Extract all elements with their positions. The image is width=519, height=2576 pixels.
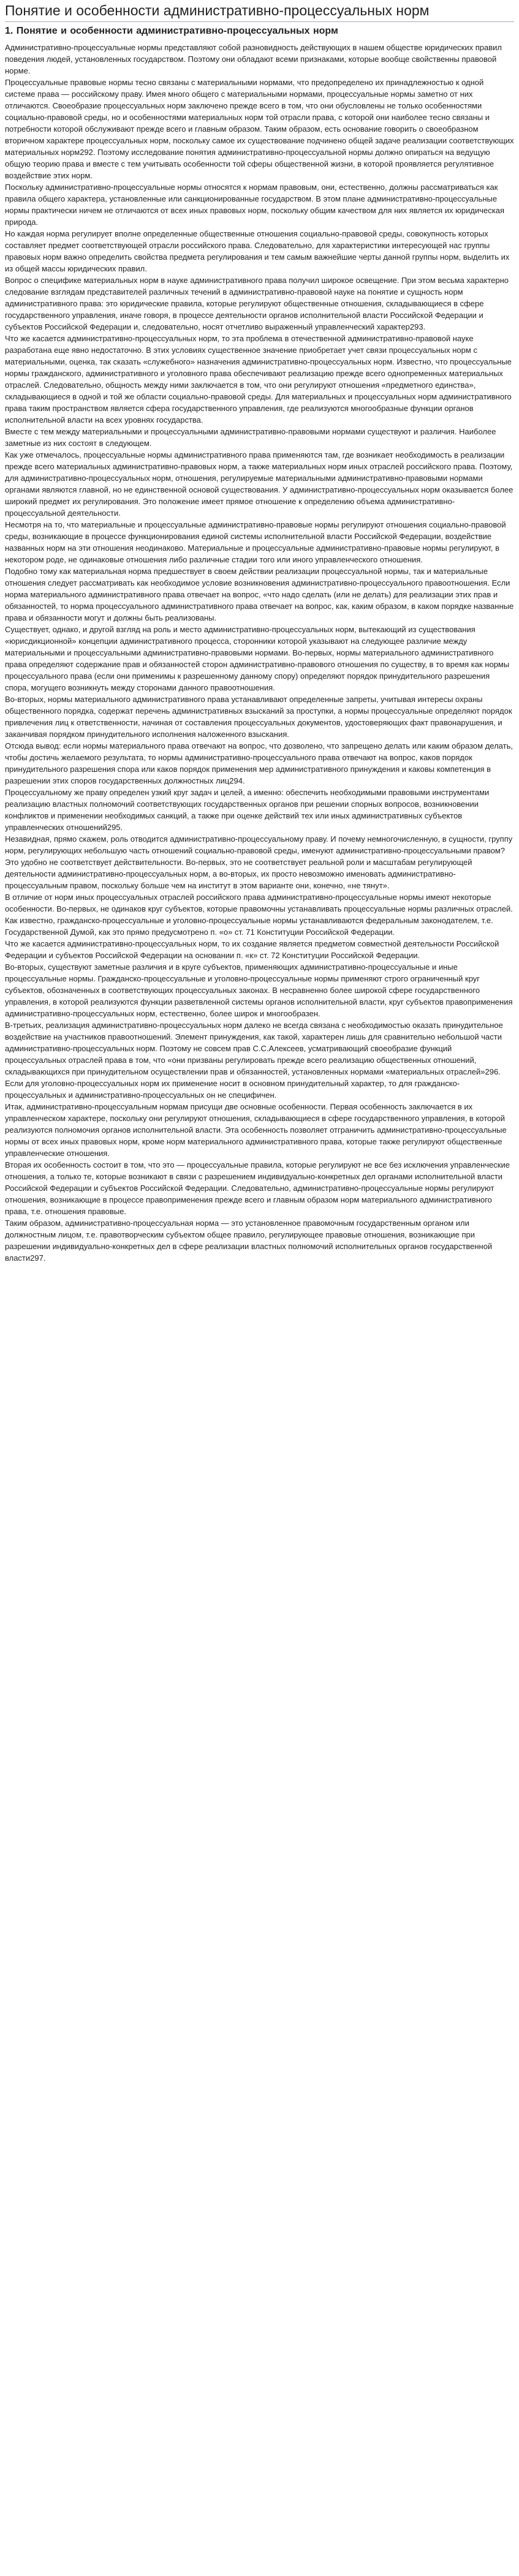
paragraph: В-третьих, реализация административно-процессуальных норм далеко не всегда связана с необходимостью оказать принудительное воздействие на участников правоотношений. Элемент принуждения, как такой, характерен лишь для сравнительно небольшой части административно-процессуальных норм. Поэтому не совсем прав С.С.Алексеев, усматривающий своеобразие функций процессуальных отраслей права в том, что «они призваны регулировать прежде всего реализацию общественных отношений, складывающихся при принудительном осуществлении прав и обязанностей, установленных нормами «материальных отраслей»296. Если для уголовно-процессуальных норм их применение носит в основном принудительный характер, то для гражданско-процессуальных и административно-процессуальных он не специфичен.	[5, 1021, 503, 1100]
paragraph: Но каждая норма регулирует вполне определенные общественные отношения социально-правовой среды, совокупность которых составляет предмет соответствующей отрасли российского права. Следовательно, для характеристики интересующей нас группы правовых норм важно определить свойства предмета регулирования и тем самым важнейшие черты данной группы норм, выделить их из общей массы юридических правил.	[5, 229, 510, 273]
paragraph: Подобно тому как материальная норма предшествует в своем действии реализации процессуальной нормы, так и материальные отношения следует рассматривать как необходимое условие возникновения административно-процессуального правоотношения. Если норма материального административного права отвечает на вопрос, «что надо сделать (или не делать) для реализации этих прав и обязанностей, то норма процессуального административного права отвечает на вопрос, как, каким образом, в каком порядке названные права и обязанности могут и должны быть реализованы.	[5, 567, 514, 622]
paragraph: Что же касается административно-процессуальных норм, то их создание является предметом совместной деятельности Российской Федерации и субъектов Российской Федерации на основании п. «к» ст. 72 Конституции Российской Федерации.	[5, 939, 499, 960]
paragraph: Процессуальному же праву определен узкий круг задач и целей, а именно: обеспечить необходимыми правовыми инструментами реализацию властных полномочий соответствующих государственных органов при решении спорных вопросов, возникновении конфликтов и применении необходимых санкций, а также при оценке действий тех или иных административных субъектов управленческих отношений295.	[5, 788, 490, 832]
document-page	[0, 0, 519, 1269]
paragraph: Во-вторых, нормы материального административного права устанавливают определенные запреты, учитывая интересы охраны общественного порядка, содержат перечень административных взысканий за проступки, а нормы процессуальные определяют порядок привлечения лиц к ответственности, начиная от составления процессуальных документов, удостоверяющих факт правонарушения, и заканчивая порядком принудительного исполнения наложенного взыскания.	[5, 695, 512, 739]
paragraph: Поскольку административно-процессуальные нормы относятся к нормам правовым, они, естественно, должны рассматриваться как правила общего характера, установленные или санкционированные государством. В этом плане административно-процессуальные нормы практически ничем не отличаются от всех иных правовых норм, поскольку общим качеством для них является их юридическая природа.	[5, 183, 504, 227]
paragraph: Во-вторых, существуют заметные различия и в круге субъектов, применяющих административно-процессуальные и иные процессуальные нормы. Гражданско-процессуальные и уголовно-процессуальные нормы применяют строго ограниченный круг субъектов, обозначенных в соответствующих процессуальных законах. В несравненно более широкой сфере государственного управления, в которой реализуются функции разветвленной системы органов исполнительной власти, круг субъектов правоприменения административно-процессуальных норм, естественно, более широк и многообразен.	[5, 962, 513, 1018]
paragraph: Процессуальные правовые нормы тесно связаны с материальными нормами, что предопределено их принадлежностью к одной системе права — российскому праву. Имея много общего с материальными нормами, процессуальные нормы заметно от них отличаются. Своеобразие процессуальных норм заключено прежде всего в том, что они обусловлены не только особенностями социально-правовой среды, но и особенностями материальных норм той отрасли права, с которой они наиболее тесно связаны и потребности которой обслуживают прежде всего и главным образом. Таким образом, есть основание говорить о своеобразном вторичном характере процессуальных норм, поскольку самое их существование подчинено общей задаче реализации соответствующих материальных норм292. Поэтому исследование понятия административно-процессуальной нормы должно опираться на ведущую общую теорию права и вместе с тем учитывать особенности той сферы общественной жизни, в которой проявляется регулятивное воздействие этих норм.	[5, 78, 514, 180]
paragraph: Итак, административно-процессуальным нормам присущи две основные особенности. Первая особенность заключается в их управленческом характере, поскольку они регулируют отношения, складывающиеся в сфере государственного управления, в которой реализуются полномочия органов исполнительной власти. Эта особенность позволяет отграничить административно-процессуальные нормы от всех иных правовых норм, кроме норм материального административного права, которые также регулируют общественные управленческие отношения.	[5, 1102, 507, 1158]
paragraph: В отличие от норм иных процессуальных отраслей российского права административно-процессуальные нормы имеют некоторые особенности. Во-первых, не одинаков круг субъектов, которые правомочны устанавливать процессуальные нормы различных отраслей. Как известно, гражданско-процессуальные и уголовно-процессуальные нормы устанавливаются федеральным законодателем, т.е. Государственной Думой, как это прямо предусмотрено п. «о» ст. 71 Конституции Российской Федерации.	[5, 893, 513, 937]
paragraph: Вместе с тем между материальными и процессуальными административно-правовыми нормами существуют и различия. Наиболее заметные из них состоят в следующем.	[5, 427, 496, 448]
section-title: 1. Понятие и особенности административно-процессуальных норм	[5, 26, 338, 36]
paragraph: Таким образом, административно-процессуальная норма — это установленное правомочным государственным органом или должностным лицом, т.е. правотворческим субъектом общее правило, регулирующее правовые отношения, возникающие при разрешении индивидуально-конкретных дел в сфере реализации властных полномочий исполнительных органов государственной власти297.	[5, 1218, 493, 1263]
article-body	[5, 42, 514, 1264]
paragraph: Отсюда вывод: если нормы материального права отвечают на вопрос, что дозволено, что запрещено делать или каким образом делать, чтобы достичь желаемого результата, то нормы административно-процессуального права отвечают на вопрос, каков порядок принудительного разрешения спора или каков порядок применения мер административного принуждения и каковы компетенция в разрешении этих споров государственных должностных лиц294.	[5, 741, 513, 785]
paragraph: Существует, однако, и другой взгляд на роль и место административно-процессуальных норм, вытекающий из существования «юрисдикционной» концепции административного процесса, сторонники которой указывают на следующее различие между материальными и процессуальными административно-правовыми нормами. Во-первых, нормы материального административного права определяют содержание прав и обязанностей сторон административно-правового отношения по существу, в то время как нормы процессуального права (если они применимы к разрешенному данному спору) определяют порядок принудительного разрешения спора, могущего возникнуть между сторонами данного правоотношения.	[5, 625, 510, 692]
paragraph: Несмотря на то, что материальные и процессуальные административно-правовые нормы регулируют отношения социально-правовой среды, возникающие в процессе функционирования единой системы исполнительной власти Российской Федерации, воздействие названных норм на эти отношения неодинаково. Материальные и процессуальные административно-правовые нормы регулируют, в некотором роде, не одинаковые отношения либо различные стадии того или иного управленческого отношения.	[5, 520, 506, 564]
paragraph: Что же касается административно-процессуальных норм, то эта проблема в отечественной административно-правовой науке разработана еще явно недостаточно. В этих условиях существенное значение приобретает учет связи процессуальных норм с материальными, оценка, так сказать «служебного» назначения административно-процессуальных норм. Известно, что процессуальные нормы гражданского, административного и уголовного права обеспечивают реализацию прежде всего однопременных материальных отраслей. Следовательно, общность между ними заключается в том, что они регулируют отношения «предметного единства», складывающиеся в одной и той же области социально-правовой среды. Для материальных и процессуальных норм административного права таким пространством является сфера государственного управления, где реализуются многообразные функции органов исполнительной власти на всех уровнях государства.	[5, 334, 512, 425]
page-title: Понятие и особенности административно-процессуальных норм	[5, 1, 514, 22]
paragraph: Административно-процессуальные нормы представляют собой разновидность действующих в нашем обществе юридических правил поведения людей, установленных государством. Поэтому они обладают всеми признаками, которые вообще свойственны правовой норме.	[5, 43, 502, 75]
paragraph: Вторая их особенность состоит в том, что это — процессуальные правила, которые регулируют не все без исключения управленческие отношения, а только те, которые возникают в связи с разрешением индивидуально-конкретных дел органами исполнительной власти Российской Федерации и субъектов Российской Федерации. Следовательно, административно-процессуальные нормы регулируют отношения, возникающие в процессе правоприменения прежде всего и главным образом норм материального административного права, т.е. отношения правовые.	[5, 1160, 510, 1216]
paragraph: Незавидная, прямо скажем, роль отводится административно-процессуальному праву. И почему немногочисленную, в сущности, группу норм, регулирующих небольшую часть отношений социально-правовой среды, именуют административно-процессуальными правом? Это удобно не соответствует действительности. Во-первых, это не соответствует реальной роли и масштабам регулирующей деятельности административно-процессуальных норм, а во-вторых, их просто невозможно именовать административно-процессуальным правом, поскольку больше чем на институт в этом варианте они, конечно, «не тянут».	[5, 834, 513, 890]
paragraph: Как уже отмечалось, процессуальные нормы административного права применяются там, где возникает необходимость в реализации прежде всего материальных административно-правовых норм, а также материальных норм иных отраслей российского права. Поэтому, для административно-процессуальных норм, отношения, регулируемые материальными административно-правовыми нормами органами являются главной, но не единственной основой существования. У административно-процессуальных норм оказывается более широкий предмет их регулирования. Это положение имеет прямое отношение к определению объема административно-процессуальной деятельности.	[5, 450, 513, 518]
paragraph: Вопрос о специфике материальных норм в науке административного права получил широкое освещение. При этом весьма характерно следование взглядам представителей различных течений в административно-правовой науке на понятие и сущность норм административного права: это юридические правила, которые регулируют общественные отношения, складывающиеся в сфере государственного управления, иначе говоря, в процессе деятельности органов исполнительной власти Российской Федерации и субъектов Российской Федерации и, следовательно, носят отчетливо выраженный управленческий характер293.	[5, 276, 509, 331]
